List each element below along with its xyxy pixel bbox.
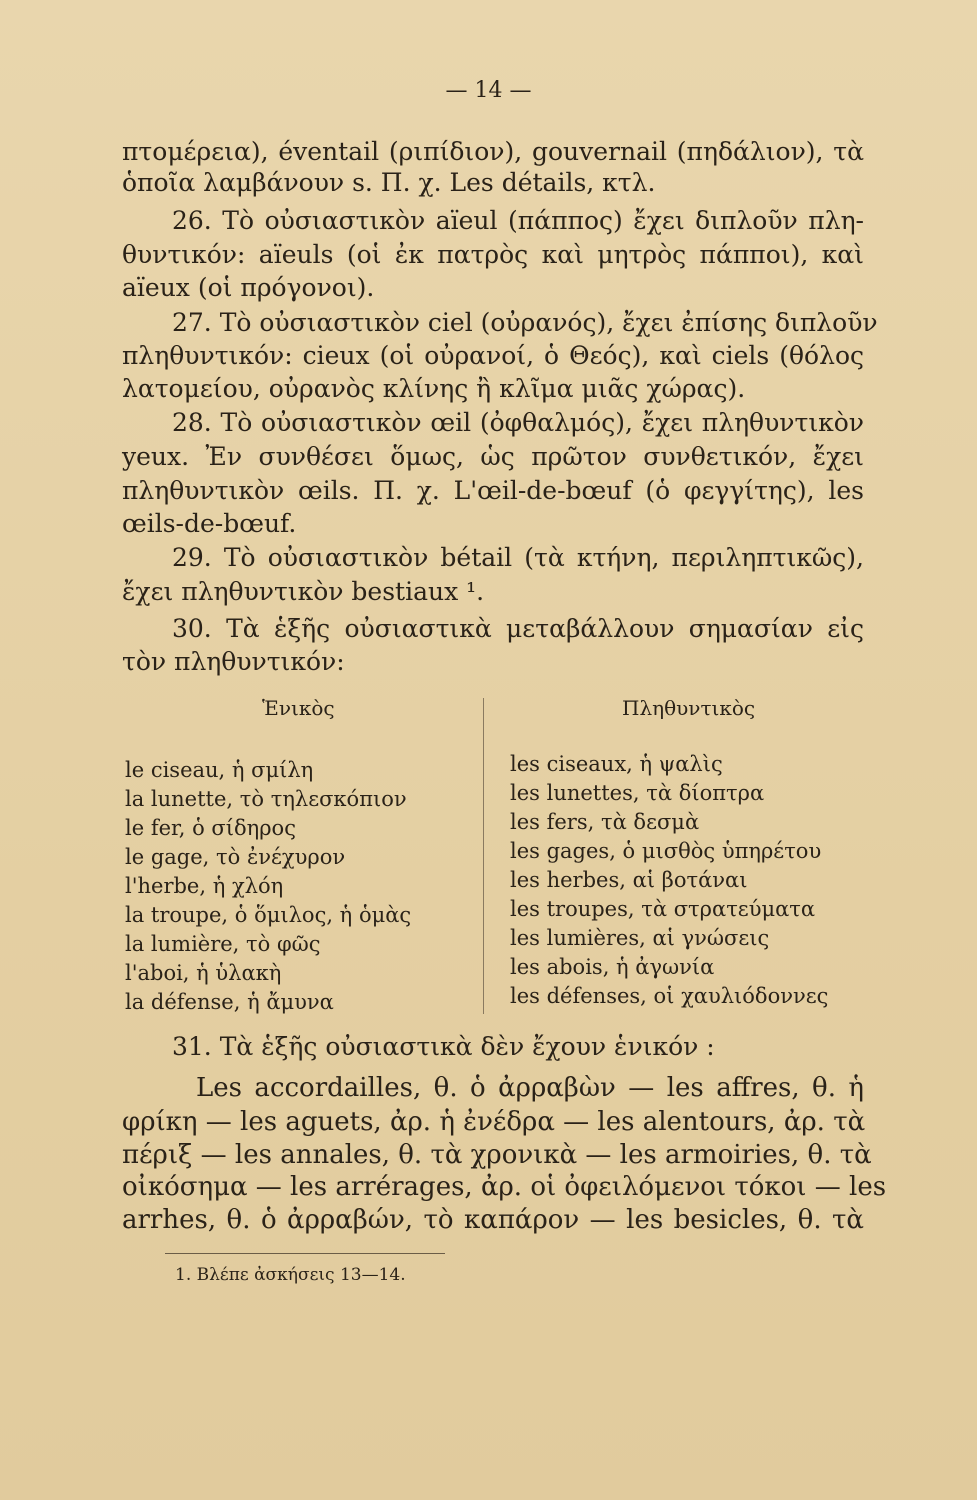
text-line: yeux. Ἐν συνθέσει ὅμως, ὡς πρῶτον συνθετικόν, ἔχει xyxy=(122,442,864,471)
text-line: 30. Τὰ ἑξῆς οὐσιαστικὰ μεταβάλλουν σημασίαν εἰς xyxy=(172,614,864,643)
text-line: οἰκόσημα — les arrérages, ἀρ. οἱ ὀφειλόμενοι τόκοι — les xyxy=(122,1172,887,1202)
table-row-singular: le gage, τὸ ἐνέχυρον xyxy=(125,845,346,869)
text-line: λατομείου, οὐρανὸς κλίνης ἢ κλῖμα μιᾶς χώρας). xyxy=(122,374,746,403)
text-line: ὁποῖα λαμβάνουν s. Π. χ. Les détails, κτλ. xyxy=(122,168,656,197)
table-row-singular: le ciseau, ἡ σμίλη xyxy=(125,758,314,782)
table-row-plural: les défenses, οἱ χαυλιόδοννες xyxy=(510,984,829,1008)
table-divider xyxy=(483,698,484,1014)
table-row-plural: les herbes, αἱ βοτάναι xyxy=(510,868,748,892)
text-line: 27. Τὸ οὐσιαστικὸν ciel (οὐρανός), ἔχει ἐπίσης διπλοῦν xyxy=(172,308,878,337)
page-number: — 14 — xyxy=(445,78,532,103)
table-row-singular: l'herbe, ἡ χλόη xyxy=(125,874,284,898)
table-row-singular: la lunette, τὸ τηλεσκόπιον xyxy=(125,787,407,811)
section-31-heading: 31. Τὰ ἑξῆς οὐσιαστικὰ δὲν ἔχουν ἑνικόν : xyxy=(172,1032,715,1061)
text-line: 29. Τὸ οὐσιαστικὸν bétail (τὰ κτήνη, περιληπτικῶς), xyxy=(172,543,864,572)
text-line: 26. Τὸ οὐσιαστικὸν aïeul (πάππος) ἔχει διπλοῦν πλη- xyxy=(172,206,864,235)
text-line: θυντικόν: aïeuls (οἱ ἐκ πατρὸς καὶ μητρὸς πάπποι), καὶ xyxy=(122,240,864,269)
text-line: Les accordailles, θ. ὁ ἀρραβὼν — les affres, θ. ἡ xyxy=(196,1073,864,1103)
text-line: arrhes, θ. ὁ ἀρραβών, τὸ καπάρον — les besicles, θ. τὰ xyxy=(122,1205,864,1235)
table-row-plural: les abois, ἡ ἀγωνία xyxy=(510,955,715,979)
table-row-plural: les lunettes, τὰ δίοπτρα xyxy=(510,781,765,805)
table-row-singular: la lumière, τὸ φῶς xyxy=(125,932,321,956)
footnote: 1. Βλέπε ἀσκήσεις 13—14. xyxy=(175,1265,406,1285)
table-row-singular: la troupe, ὁ ὅμιλος, ἡ ὁμὰς xyxy=(125,903,412,927)
table-row-plural: les fers, τὰ δεσμὰ xyxy=(510,810,700,834)
text-line: πληθυντικὸν œils. Π. χ. L'œil-de-bœuf (ὁ φεγγίτης), les xyxy=(122,476,864,505)
text-line: πληθυντικόν: cieux (οἱ οὐρανοί, ὁ Θεός), καὶ ciels (θόλος xyxy=(122,341,864,370)
table-row-singular: l'aboi, ἡ ὑλακὴ xyxy=(125,961,282,985)
table-head-singular: Ἑνικὸς xyxy=(262,696,335,720)
table-row-singular: la défense, ἡ ἄμυνα xyxy=(125,990,334,1014)
table-row-singular: le fer, ὁ σίδηρος xyxy=(125,816,296,840)
table-row-plural: les ciseaux, ἡ ψαλὶς xyxy=(510,752,723,776)
table-row-plural: les troupes, τὰ στρατεύματα xyxy=(510,897,816,921)
table-row-plural: les lumières, αἱ γνώσεις xyxy=(510,926,770,950)
text-line: πέριξ — les annales, θ. τὰ χρονικὰ — les armoiries, θ. τὰ xyxy=(122,1140,872,1170)
text-line: ἔχει πληθυντικὸν bestiaux ¹. xyxy=(122,577,485,606)
text-line: πτομέρεια), éventail (ριπίδιον), gouvernail (πηδάλιον), τὰ xyxy=(122,137,864,166)
text-line: aïeux (οἱ πρόγονοι). xyxy=(122,273,375,302)
footnote-rule xyxy=(165,1253,445,1254)
text-line: œils-de-bœuf. xyxy=(122,509,297,538)
text-line: 28. Τὸ οὐσιαστικὸν œil (ὀφθαλμός), ἔχει πληθυντικὸν xyxy=(172,408,864,437)
table-head-plural: Πληθυντικὸς xyxy=(622,696,756,720)
table-row-plural: les gages, ὁ μισθὸς ὑπηρέτου xyxy=(510,839,822,863)
text-line: φρίκη — les aguets, ἀρ. ἡ ἐνέδρα — les alentours, ἀρ. τὰ xyxy=(122,1107,866,1137)
text-line: τὸν πληθυντικόν: xyxy=(122,647,345,676)
